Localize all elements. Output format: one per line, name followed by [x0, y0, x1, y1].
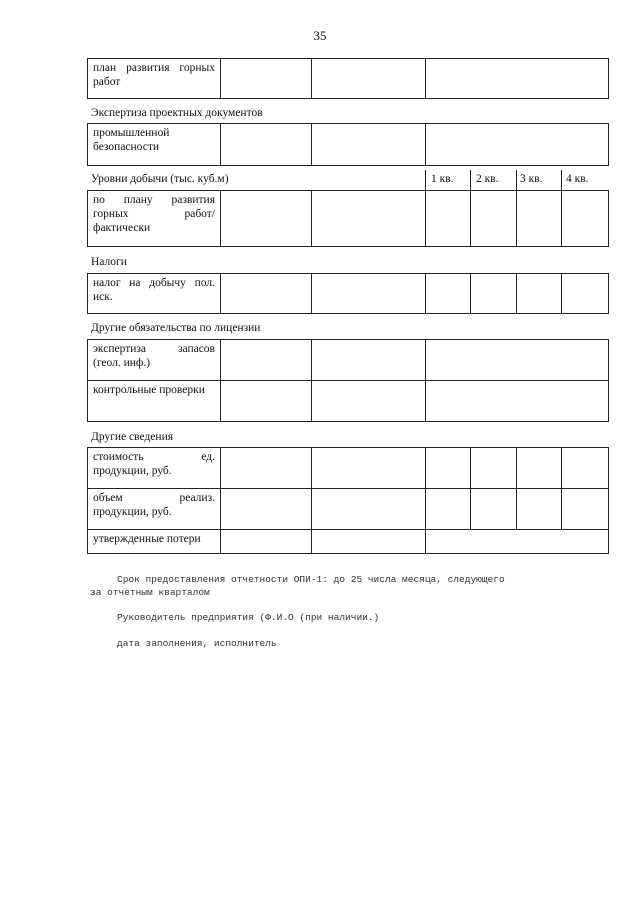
quarter-4-cell[interactable] — [562, 191, 609, 247]
date-executor-line: дата заполнения, исполнитель — [117, 638, 277, 649]
table-cell[interactable] — [221, 530, 312, 554]
section-production-levels: Уровни добычи (тыс. куб.м) — [91, 173, 229, 185]
quarter-3-cell[interactable] — [517, 191, 562, 247]
quarter-2-cell[interactable] — [471, 489, 517, 530]
quarter-3-cell[interactable] — [517, 489, 562, 530]
quarter-2-cell[interactable] — [471, 448, 517, 489]
deadline-note: Срок предоставления отчетности ОПИ-1: до 25 числа месяца, следующего — [117, 574, 505, 585]
manager-signature-line: Руководитель предприятия (Ф.И.О (при наличии.) — [117, 612, 380, 623]
obligations-table — [87, 339, 609, 422]
quarter-2-label: 2 кв. — [476, 173, 499, 185]
industrial-safety-label: промышленной безопасности — [88, 124, 221, 166]
table-cell[interactable] — [221, 59, 312, 99]
quarter-4-cell[interactable] — [562, 448, 609, 489]
table-cell[interactable] — [312, 448, 426, 489]
quarter-4-cell[interactable] — [562, 489, 609, 530]
table-cell[interactable] — [312, 274, 426, 314]
section-taxes: Налоги — [91, 256, 127, 268]
quarter-3-label: 3 кв. — [520, 173, 543, 185]
table-cell[interactable] — [426, 381, 609, 422]
quarter-3-cell[interactable] — [517, 274, 562, 314]
table-cell[interactable] — [312, 191, 426, 247]
quarter-2-cell[interactable] — [471, 191, 517, 247]
sales-volume-label: объем реализ. продукции, руб. — [88, 489, 221, 530]
table-cell[interactable] — [312, 489, 426, 530]
table-cell[interactable] — [221, 448, 312, 489]
mining-plan-table — [87, 58, 609, 99]
table-cell[interactable] — [312, 340, 426, 381]
production-levels-header — [87, 170, 608, 190]
section-project-expertise: Экспертиза проектных документов — [91, 107, 263, 119]
quarter-1-cell[interactable] — [426, 489, 471, 530]
production-plan-table — [87, 190, 609, 247]
table-cell[interactable] — [221, 381, 312, 422]
reserves-expertise-label: экспертиза запасов (геол. инф.) — [88, 340, 221, 381]
table-cell[interactable] — [221, 124, 312, 166]
table-cell[interactable] — [312, 124, 426, 166]
table-cell[interactable] — [221, 340, 312, 381]
quarter-4-cell[interactable] — [562, 274, 609, 314]
table-cell[interactable] — [426, 340, 609, 381]
product-cost-label: стоимость ед. продукции, руб. — [88, 448, 221, 489]
taxes-table — [87, 273, 609, 314]
industrial-safety-table — [87, 123, 609, 166]
table-cell[interactable] — [426, 59, 609, 99]
quarter-2-cell[interactable] — [471, 274, 517, 314]
section-other-info: Другие сведения — [91, 431, 174, 443]
quarter-1-cell[interactable] — [426, 191, 471, 247]
table-cell[interactable] — [312, 381, 426, 422]
extraction-tax-label: налог на добычу пол. иск. — [88, 274, 221, 314]
table-cell[interactable] — [221, 274, 312, 314]
plan-vs-actual-label: по плану развития горных работ/фактически — [88, 191, 221, 247]
approved-losses-label: утвержденные потери — [88, 530, 221, 554]
table-cell[interactable] — [312, 530, 426, 554]
quarter-1-cell[interactable] — [426, 448, 471, 489]
table-cell[interactable] — [312, 59, 426, 99]
table-cell[interactable] — [426, 530, 609, 554]
inspections-label: контрольные проверки — [88, 381, 221, 422]
quarter-4-label: 4 кв. — [566, 173, 589, 185]
quarter-1-cell[interactable] — [426, 274, 471, 314]
table-cell[interactable] — [426, 124, 609, 166]
quarter-3-cell[interactable] — [517, 448, 562, 489]
other-info-table — [87, 447, 609, 554]
quarter-1-label: 1 кв. — [431, 173, 454, 185]
page-number: 35 — [313, 28, 327, 43]
mining-plan-label: план развития горных работ — [88, 59, 221, 99]
table-cell[interactable] — [221, 489, 312, 530]
table-cell[interactable] — [221, 191, 312, 247]
section-other-obligations: Другие обязательства по лицензии — [91, 322, 261, 334]
deadline-note-continued: за отчетным кварталом — [90, 587, 210, 598]
